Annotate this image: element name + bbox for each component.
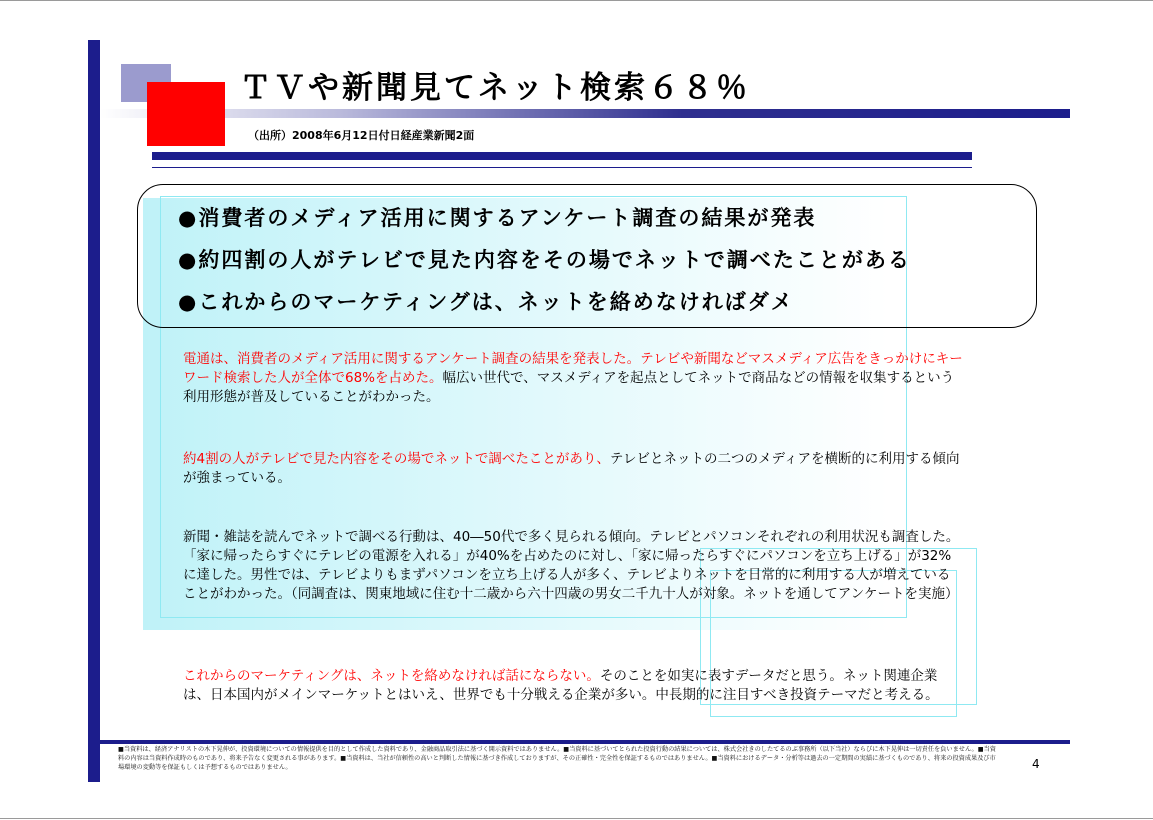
body-paragraph (183, 450, 963, 488)
left-accent-bar (88, 40, 100, 782)
title-decor-square-red (147, 82, 225, 146)
body-text: そのことを如実に表すデータだと思う。ネット関連企業は、日本国内がメインマーケットとはいえ、世界でも十分戦える企業が多い。中長期的に注目すべき投資テーマだと考える。 (183, 668, 939, 703)
footer-divider (100, 740, 1070, 744)
frame-top-border (0, 0, 1153, 1)
body-text: テレビとネットの二つのメディアを横断的に利用する傾向が強まっている。 (183, 451, 960, 486)
source-citation: （出所）2008年6月12日付日経産業新聞2面 (248, 129, 475, 142)
body-text: 新聞・雑誌を読んでネットで調べる行動は、40―50代で多く見られる傾向。テレビとパソコンそれぞれの利用状況も調査した。「家に帰ったらすぐにテレビの電源を入れる」が40%を占めたのに対し、「家に帰ったらすぐにパソコンを立ち上げる」が32%に達した。男性では、テレビよりもまずパソコンを立ち上げる人が多く、テレビよりネットを日常的に利用する人が増えていることがわかった。（同調査は、関東地域に住む十二歳から六十四歳の男女二千九十人が対象。ネットを通してアンケートを実施） (183, 529, 960, 602)
highlight-text: 約4割の人がテレビで見た内容をその場でネットで調べたことがあり、 (183, 451, 610, 467)
header-divider-thick (152, 152, 972, 160)
slide-title: ＴＶや新聞見てネット検索６８％ (240, 70, 750, 106)
highlight-text: これからのマーケティングは、ネットを絡めなければ話にならない。 (183, 668, 600, 684)
disclaimer-text: ■当資料は、経済アナリストの木下晃伸が、投資環境についての情報提供を目的として作成した資料であり、金融商品取引法に基づく開示資料ではありません。■当資料に基づいてとられた投資行動の結果については、株式会社きのしたてるのぶ事務所（以下当社）ならびに木下晃伸は一切責任を負いません。■当資料の内容は当資料作成時のものであり、将来予告なく変更される事があります。■当資料は、当社が信頼性の高いと判断した情報に基づき作成しておりますが、その正確性・完全性を保証するものではありません。■当資料におけるデータ・分析等は過去の一定期間の実績に基づくものであり、将来の投資成果及び市場環境の変動等を保証もしくは予想するものではありません。 (118, 746, 996, 771)
title-gradient-rule (100, 109, 1070, 118)
summary-bullet: ●これからのマーケティングは、ネットを絡めなければダメ (178, 290, 794, 314)
frame-bottom-border (0, 818, 1153, 819)
summary-bullet: ●消費者のメディア活用に関するアンケート調査の結果が発表 (178, 206, 817, 230)
body-paragraph (183, 667, 963, 705)
highlight-text: 電通は、消費者のメディア活用に関するアンケート調査の結果を発表した。テレビや新聞などマスメディア広告をきっかけにキーワード検索した人が全体で68%を占めた。 (183, 351, 963, 386)
body-paragraph (183, 528, 963, 604)
page-number: 4 (1032, 757, 1040, 771)
summary-bullet: ●約四割の人がテレビで見た内容をその場でネットで調べたことがある (178, 248, 911, 272)
body-text: 幅広い世代で、マスメディアを起点としてネットで商品などの情報を収集するという利用形態が普及していることがわかった。 (183, 370, 955, 405)
body-paragraph (183, 350, 963, 407)
summary-bullet-box (137, 184, 1037, 328)
header-divider-thin (152, 167, 972, 168)
